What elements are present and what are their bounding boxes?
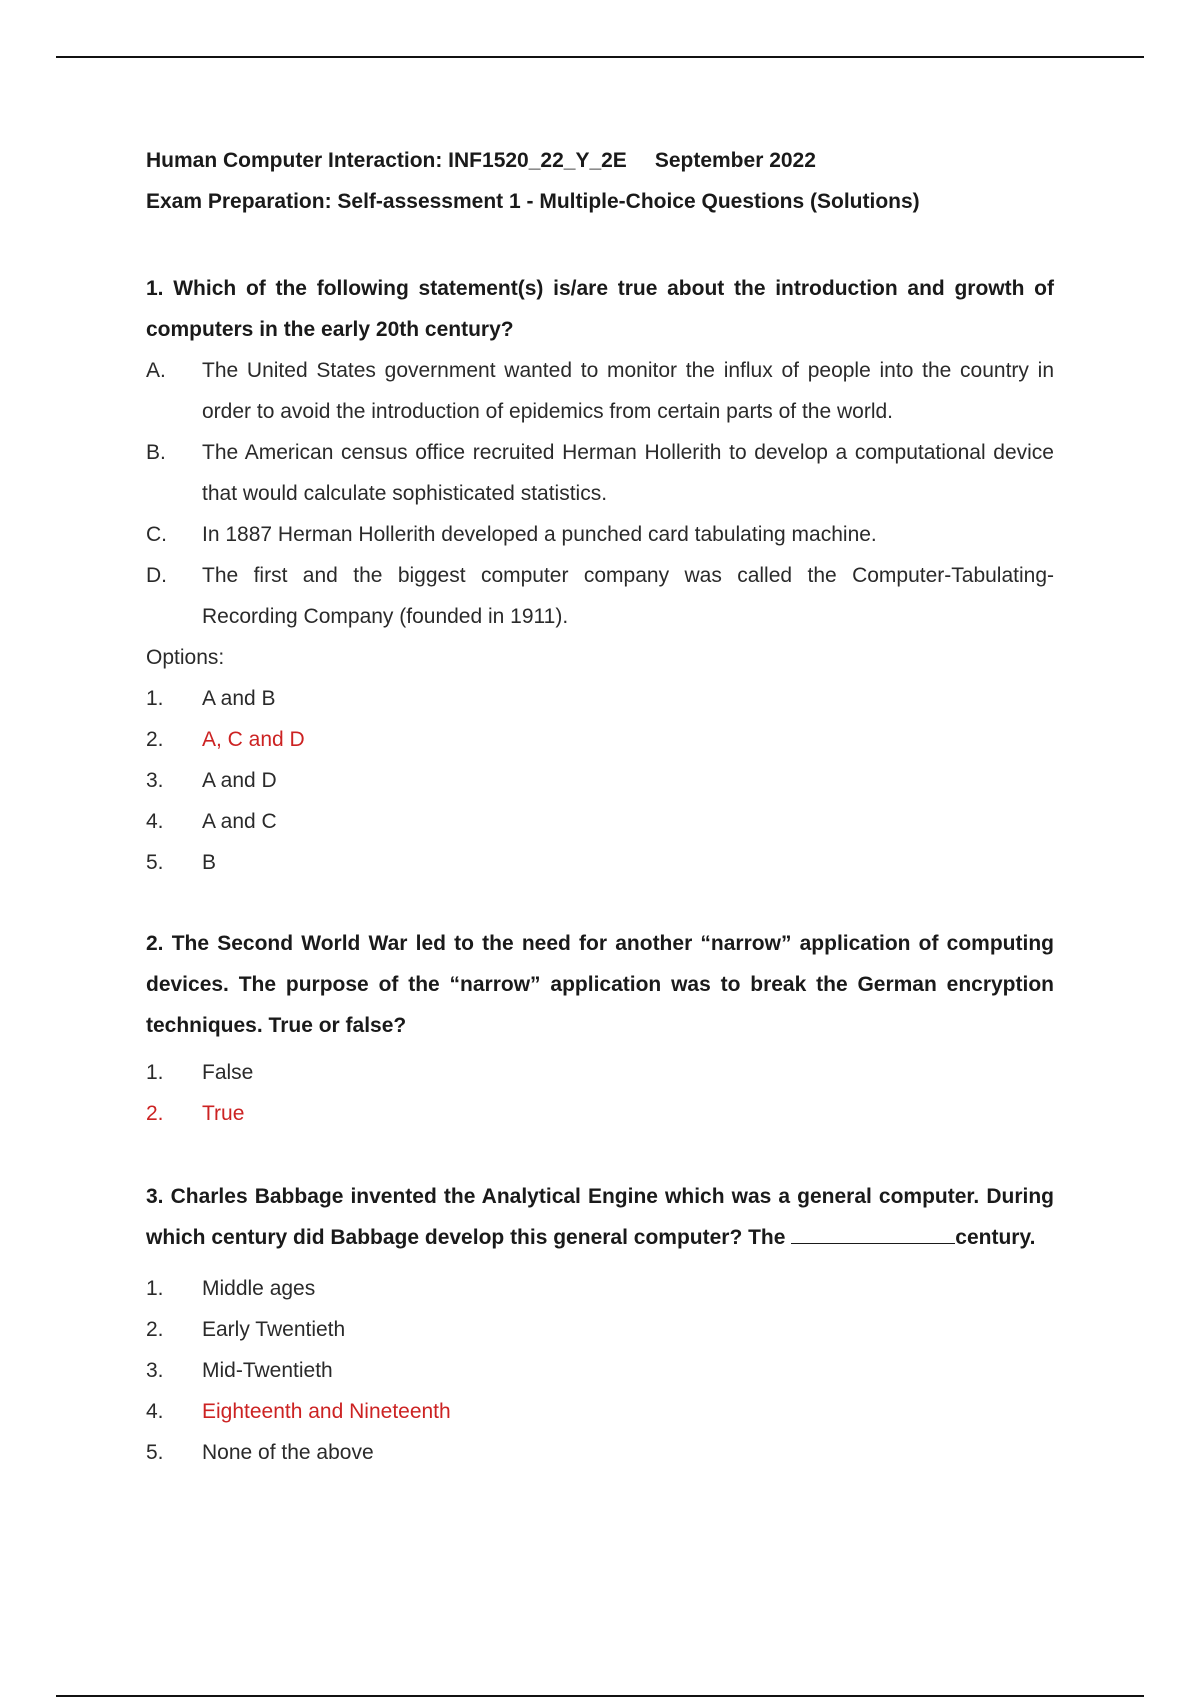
option-item-correct [146,719,1054,760]
question-2-text: 2. The Second World War led to the need for another “narrow” application of computing devices. The purpose of the “narrow” application was to break the German encryption techniques. True or false? [146,932,1054,1037]
fill-in-blank [791,1225,955,1244]
document-subtitle: Exam Preparation: Self-assessment 1 - Multiple-Choice Questions (Solutions) [146,190,920,213]
option-item [146,842,1054,883]
question-3-options [146,1268,1054,1473]
option-item-correct [146,1391,1054,1432]
option-number: 2. [146,728,164,751]
option-number: 2. [146,1102,164,1125]
question-3 [146,1176,1054,1473]
question-1-options [146,678,1054,883]
option-text: False [202,1061,254,1084]
header-course-line [146,140,1054,181]
statement-c [146,514,1054,555]
exam-date: September 2022 [654,149,816,172]
question-1-text: 1. Which of the following statement(s) is/are true about the introduction and growth of computers in the early 20th century? [146,277,1054,341]
statement-d [146,555,1054,637]
statement-label: C. [146,523,167,546]
correct-answer-text: Eighteenth and Nineteenth [202,1400,451,1423]
option-item [146,1350,1054,1391]
question-3-text-part1: 3. Charles Babbage invented the Analytical Engine which was a general computer. During which century did Babbage develop this general computer? The [146,1185,1054,1249]
option-number: 1. [146,1061,164,1084]
question-2 [146,923,1054,1134]
option-number: 4. [146,1400,164,1423]
question-2-options [146,1052,1054,1134]
option-text: A and D [202,769,277,792]
option-item [146,760,1054,801]
option-item [146,1052,1054,1093]
option-number: 5. [146,1441,164,1464]
document-page [146,140,1054,1473]
correct-answer-text: A, C and D [202,728,305,751]
correct-answer-text: True [202,1102,245,1125]
option-number: 3. [146,1359,164,1382]
bottom-rule [56,1695,1144,1697]
question-3-text [146,1176,1054,1258]
option-text: Early Twentieth [202,1318,346,1341]
option-text: Mid-Twentieth [202,1359,333,1382]
statement-label: A. [146,359,166,382]
options-label: Options: [146,646,225,669]
option-number: 1. [146,687,164,710]
top-rule [56,56,1144,58]
option-text: A and B [202,687,276,710]
option-number: 4. [146,810,164,833]
option-item [146,1309,1054,1350]
statement-label: D. [146,564,167,587]
option-text: B [202,851,217,874]
option-item [146,1268,1054,1309]
option-text: None of the above [202,1441,374,1464]
statement-b [146,432,1054,514]
statement-text: In 1887 Herman Hollerith developed a punched card tabulating machine. [202,523,877,546]
statement-text: The United States government wanted to monitor the influx of people into the country in order to avoid the introduction of epidemics from certain parts of the world. [202,359,1054,423]
option-text: A and C [202,810,277,833]
option-number: 2. [146,1318,164,1341]
statement-text: The American census office recruited Herman Hollerith to develop a computational device that would calculate sophisticated statistics. [202,441,1054,505]
option-number: 3. [146,769,164,792]
statement-label: B. [146,441,166,464]
question-1 [146,268,1054,883]
option-item [146,801,1054,842]
option-item-correct [146,1093,1054,1134]
option-item [146,678,1054,719]
statement-text: The first and the biggest computer company was called the Computer-Tabulating-Recording Company (founded in 1911). [202,564,1054,628]
option-number: 1. [146,1277,164,1300]
option-number: 5. [146,851,164,874]
option-text: Middle ages [202,1277,316,1300]
question-3-text-part2: century. [955,1226,1036,1249]
course-title: Human Computer Interaction: INF1520_22_Y_2E [146,149,627,172]
statement-a [146,350,1054,432]
option-item [146,1432,1054,1473]
